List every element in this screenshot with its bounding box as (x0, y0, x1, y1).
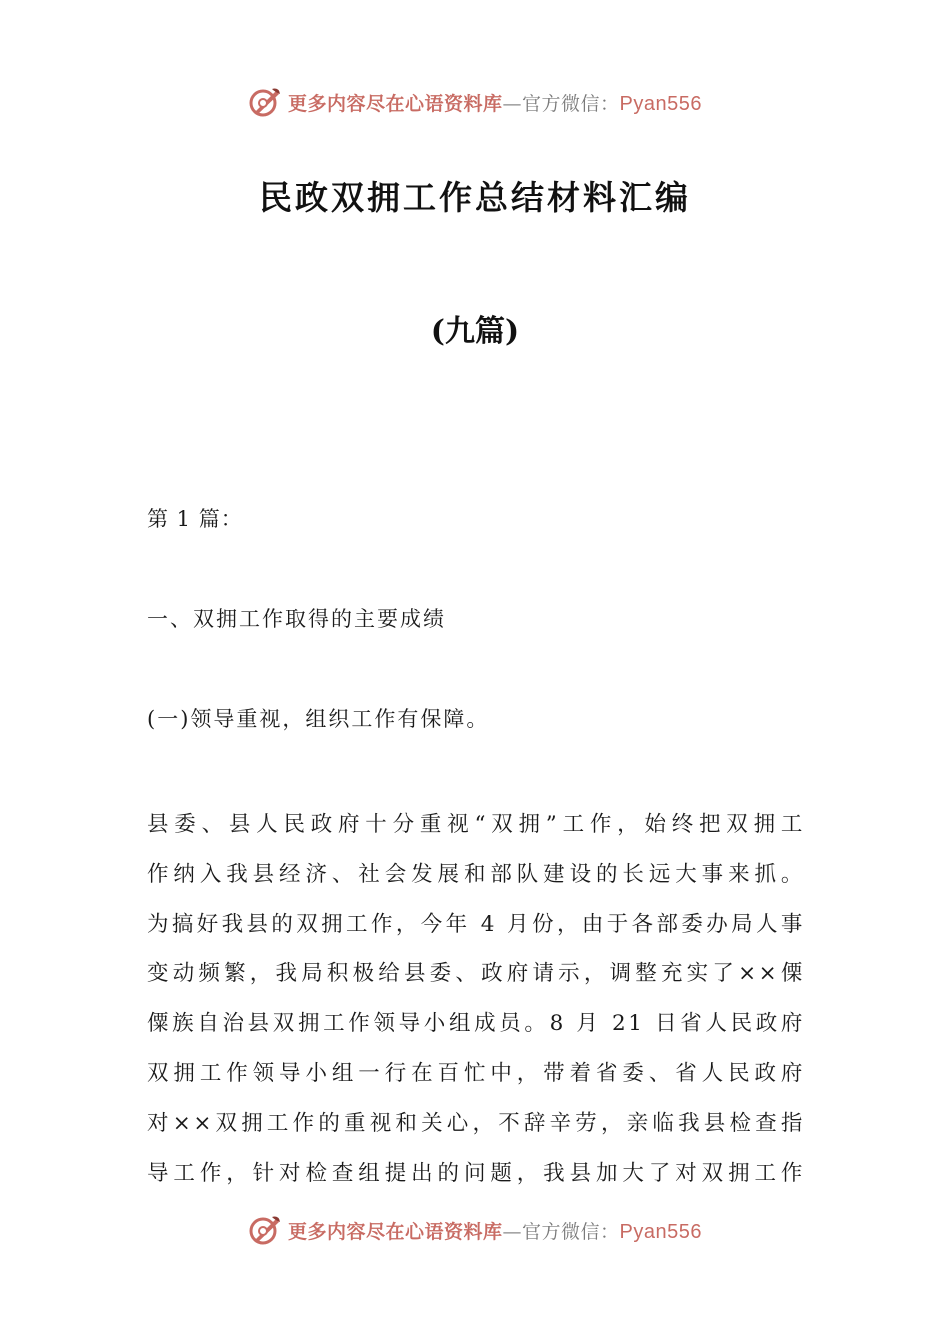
document-subtitle: (九篇) (430, 314, 520, 349)
paragraph-line: 对××双拥工作的重视和关心，不辞辛劳，亲临我县检查指 (147, 1110, 805, 1136)
watermark-slogan: 更多内容尽在心语资料库 (288, 1220, 503, 1243)
watermark-label: 官方微信： (522, 92, 620, 115)
document-title: 民政双拥工作总结材料汇编 (259, 178, 691, 217)
watermark-header (0, 82, 950, 122)
paragraph-line: 县委、县人民政府十分重视“双拥”工作，始终把双拥工 (147, 812, 805, 837)
paragraph-line: 僳族自治县双拥工作领导小组成员。8 月 21 日省人民政府 (147, 1011, 805, 1037)
paragraph-line: 变动频繁，我局积极给县委、政府请示，调整充实了××傈 (147, 961, 805, 987)
watermark-label: 官方微信： (522, 1220, 620, 1243)
quill-logo-icon (248, 85, 282, 119)
watermark-text (288, 89, 702, 116)
watermark-footer (0, 1210, 950, 1250)
paragraph-line: 作纳入我县经济、社会发展和部队建设的长远大事来抓。 (147, 861, 805, 887)
watermark-text (288, 1217, 702, 1244)
paragraph-line: 导工作，针对检查组提出的问题，我县加大了对双拥工作 (147, 1160, 805, 1186)
watermark-slogan: 更多内容尽在心语资料库 (288, 92, 503, 115)
subsection-heading: (一)领导重视，组织工作有保障。 (147, 707, 490, 731)
watermark-dash: — (502, 1220, 523, 1243)
watermark-dash: — (502, 92, 523, 115)
watermark-wechat-id: Pyan556 (619, 1220, 702, 1243)
part-label: 第 1 篇： (147, 507, 243, 531)
quill-logo-icon (248, 1213, 282, 1247)
paragraph-line: 双拥工作领导小组一行在百忙中，带着省委、省人民政府 (147, 1060, 805, 1086)
paragraph-line: 为搞好我县的双拥工作，今年 4 月份，由于各部委办局人事 (147, 911, 805, 937)
section-heading: 一、双拥工作取得的主要成绩 (147, 607, 446, 631)
watermark-wechat-id: Pyan556 (619, 92, 702, 115)
body-paragraph (147, 800, 805, 1198)
